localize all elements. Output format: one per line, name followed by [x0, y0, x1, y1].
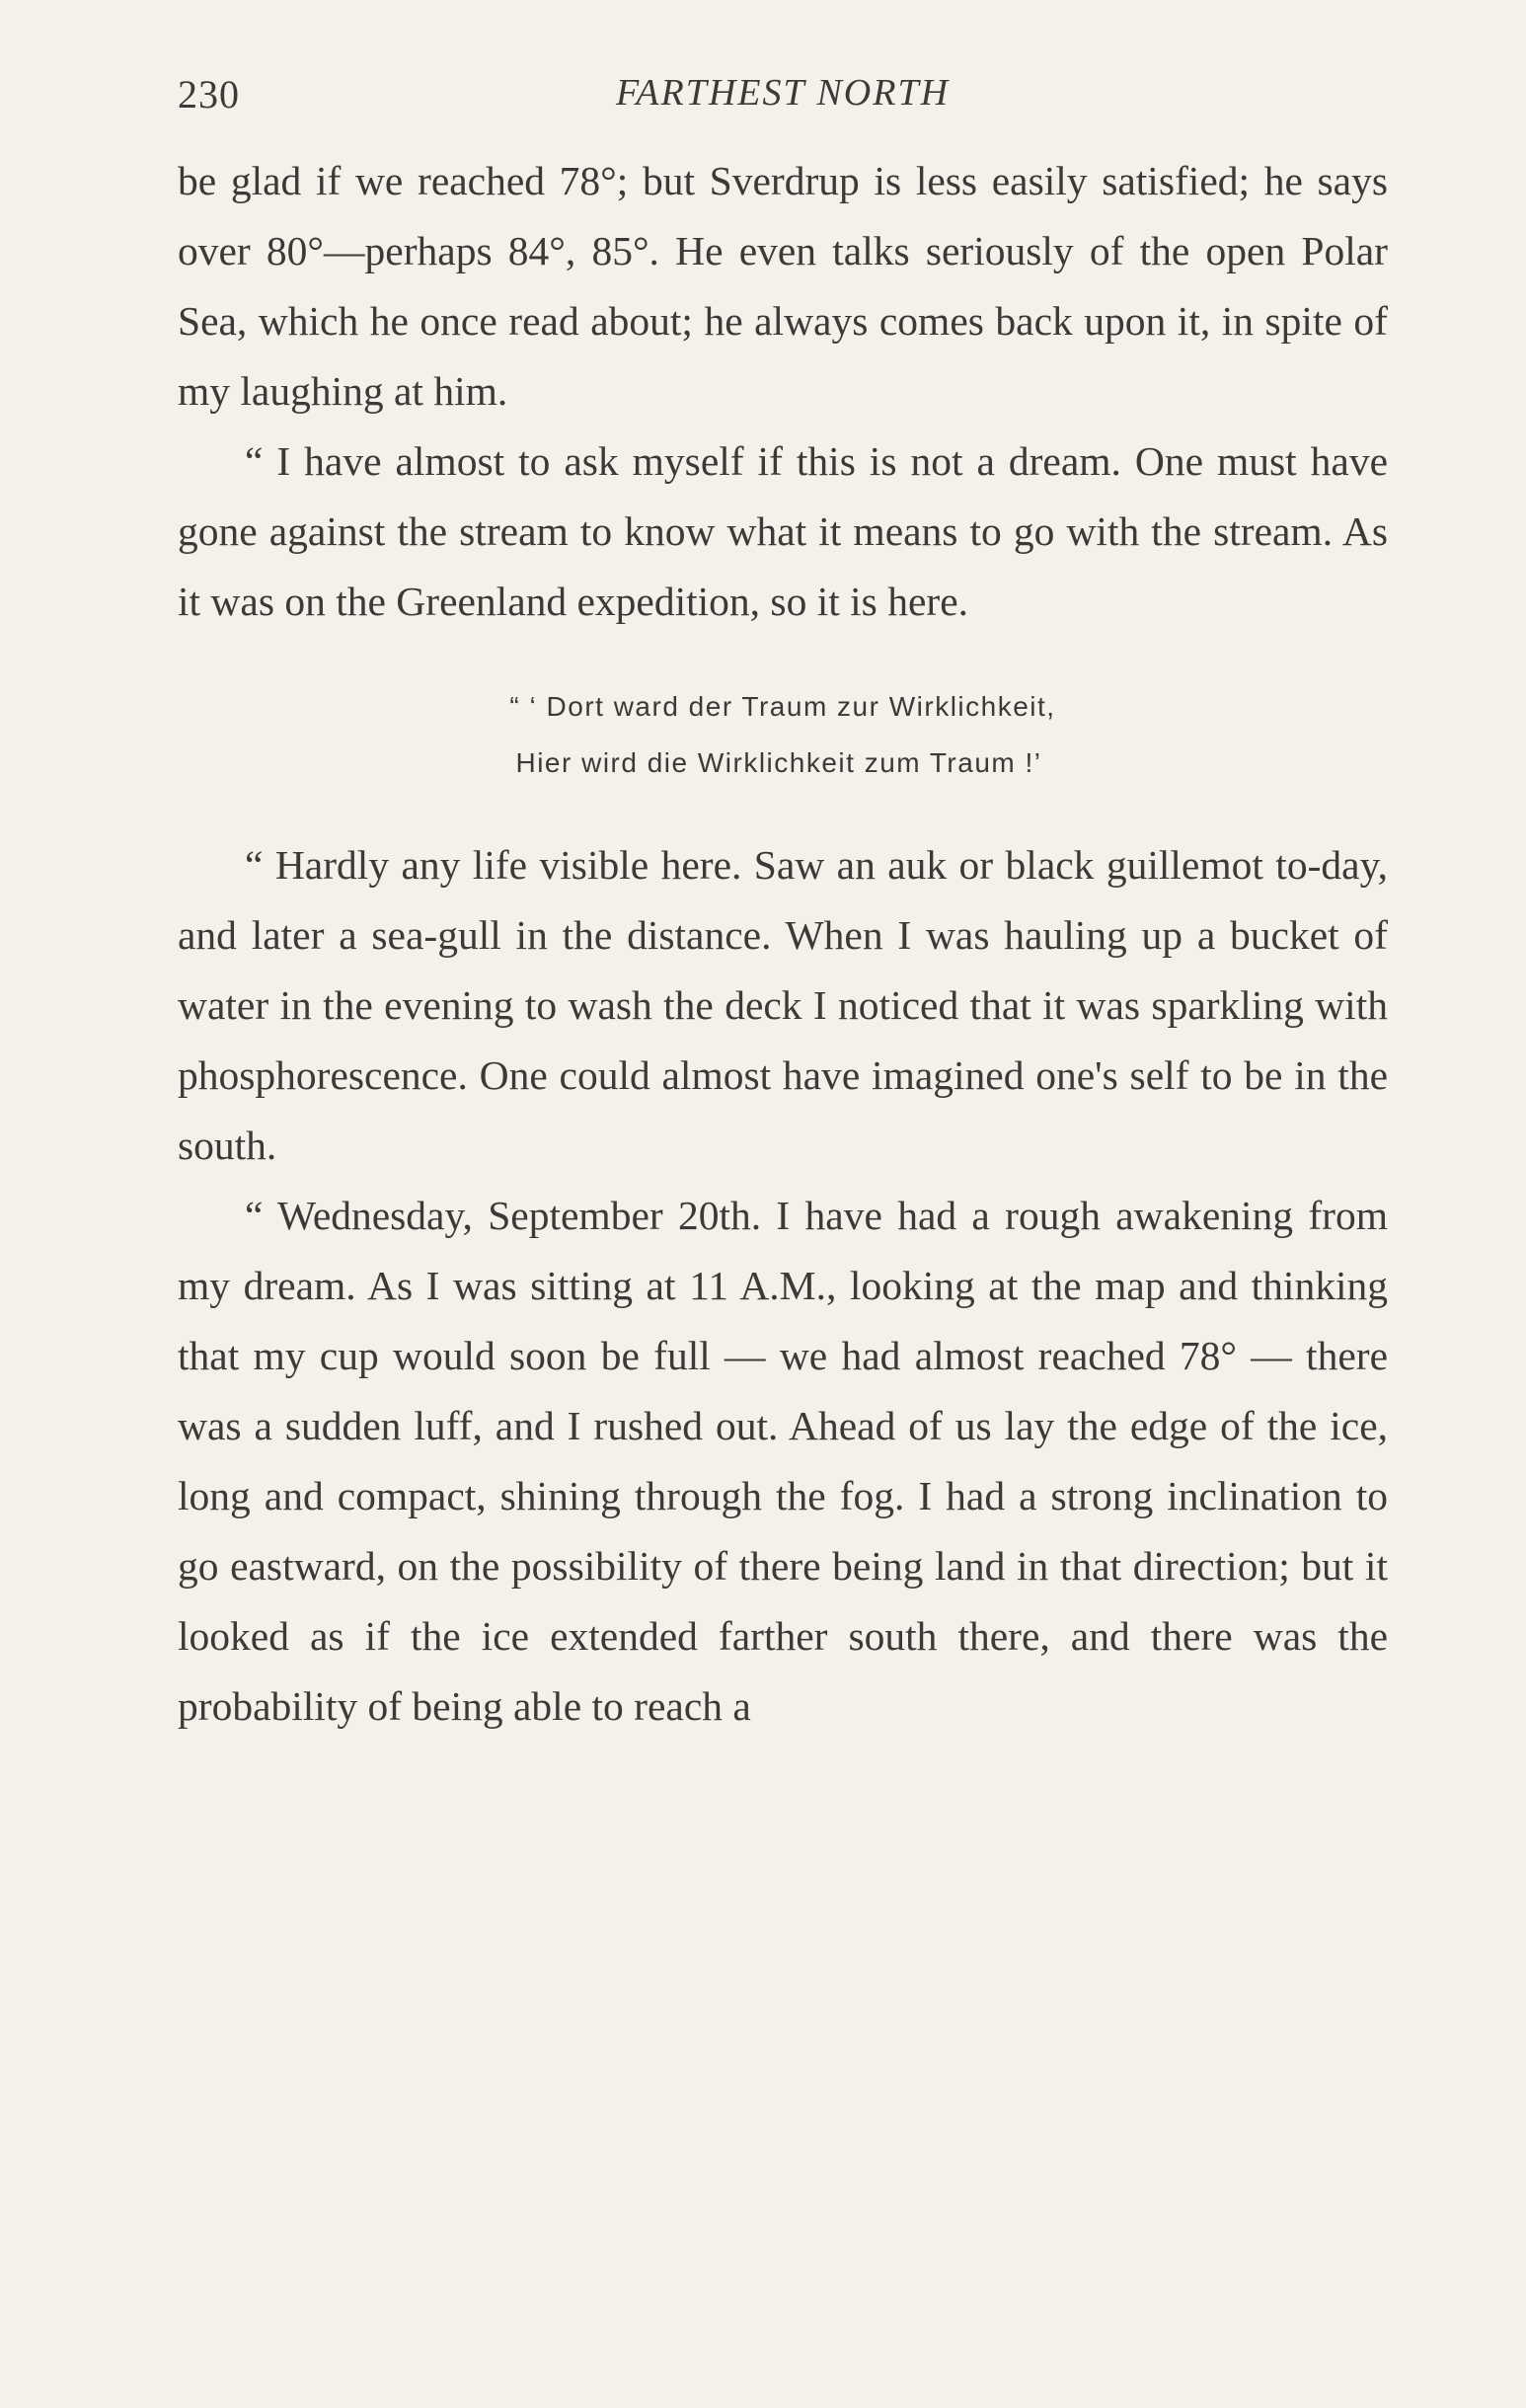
page-number: 230 [178, 72, 240, 117]
paragraph-continuation: be glad if we reached 78°; but Sverdrup is less easily satisfied; he says over 80°—perhaps 84°, 85°. He even talks seriously of the open Polar Sea, which he once read about; he always comes back upon it, in spite of my laughing at him. [178, 158, 1388, 414]
paragraph-hardly-any-life: “ Hardly any life visible here. Saw an auk or black guillemot to-day, and later a sea-gull in the distance. When I was hauling up a bucket of water in the evening to wash the deck I noticed that it was sparkling with phosphorescence. One could almost have imagined one's self to be in the south. [178, 842, 1388, 1168]
verse-line-2: Hier wird die Wirklichkeit zum Traum !’ [515, 747, 1042, 778]
paragraph-dream: “ I have almost to ask myself if this is not a dream. One must have gone against the stream to know what it means to go with the stream. As it was on the Greenland expedition, so it is here. [178, 438, 1388, 624]
page-header [178, 49, 1388, 128]
verse-quote [178, 678, 1388, 791]
running-title: FARTHEST NORTH [615, 72, 951, 114]
verse-line-1: “ ‘ Dort ward der Traum zur Wirklichkeit, [509, 691, 1056, 722]
paragraph-wednesday: “ Wednesday, September 20th. I have had a rough awakening from my dream. As I was sitting at 11 A.M., looking at the map and thinking that my cup would soon be full — we had almost reached 78° — there was a sudden luff, and I rushed out. Ahead of us lay the edge of the ice, long and compact, shining through the fog. I had a strong inclination to go eastward, on the possibility of there being land in that direction; but it looked as if the ice extended farther south there, and there was the probability of being able to reach a [178, 1193, 1388, 1729]
